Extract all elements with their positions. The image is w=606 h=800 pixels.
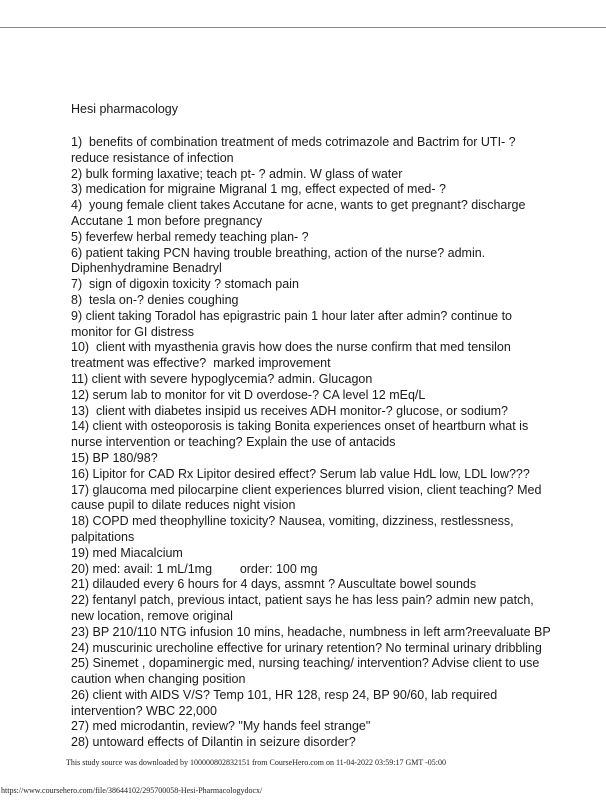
document-line: 15) BP 180/98?	[71, 450, 158, 465]
document-line: palpitations	[71, 529, 135, 544]
document-line: 21) dilauded every 6 hours for 4 days, assmnt ? Auscultate bowel sounds	[71, 577, 477, 592]
header-divider	[0, 27, 606, 28]
document-line: monitor for GI distress	[71, 324, 194, 339]
document-line: 22) fentanyl patch, previous intact, patient says he has less pain? admin new patch,	[71, 593, 534, 608]
document-line: 16) Lipitor for CAD Rx Lipitor desired effect? Serum lab value HdL low, LDL low???	[71, 466, 530, 481]
document-line: 8) tesla on-? denies coughing	[71, 292, 239, 307]
document-line: caution when changing position	[71, 672, 246, 687]
document-line: 28) untoward effects of Dilantin in seizure disorder?	[71, 735, 356, 750]
document-line: reduce resistance of infection	[71, 150, 234, 165]
document-line: 14) client with osteoporosis is taking Bonita experiences onset of heartburn what is	[71, 419, 529, 434]
document-line: 27) med microdantin, review? "My hands feel strange"	[71, 719, 371, 734]
document-line: 26) client with AIDS V/S? Temp 101, HR 128, resp 24, BP 90/60, lab required	[71, 687, 498, 702]
document-line: cause pupil to dilate reduces night vision	[71, 498, 296, 513]
document-line: 5) feverfew herbal remedy teaching plan- ?	[71, 229, 309, 244]
document-line: 23) BP 210/110 NTG infusion 10 mins, headache, numbness in left arm?reevaluate BP	[71, 624, 551, 639]
document-line: new location, remove original	[71, 608, 233, 623]
document-line: 18) COPD med theophylline toxicity? Nausea, vomiting, dizziness, restlessness,	[71, 514, 514, 529]
document-line: 3) medication for migraine Migranal 1 mg, effect expected of med- ?	[71, 182, 446, 197]
document-line: Diphenhydramine Benadryl	[71, 261, 222, 276]
document-line: nurse intervention or teaching? Explain the use of antacids	[71, 435, 396, 450]
document-line: 12) serum lab to monitor for vit D overdose-? CA level 12 mEq/L	[71, 387, 426, 402]
document-line: 13) client with diabetes insipid us receives ADH monitor-? glucose, or sodium?	[71, 403, 509, 418]
document-line: 19) med Miacalcium	[71, 545, 183, 560]
document-line: 20) med: avail: 1 mL/1mg order: 100 mg	[71, 561, 318, 576]
document-body	[71, 135, 601, 751]
document-line: 24) muscurinic urecholine effective for urinary retention? No terminal urinary dribbling	[71, 640, 542, 655]
document-line: 25) Sinemet , dopaminergic med, nursing teaching/ intervention? Advise client to use	[71, 656, 540, 671]
document-line: 6) patient taking PCN having trouble breathing, action of the nurse? admin.	[71, 245, 486, 260]
document-line: 4) young female client takes Accutane for acne, wants to get pregnant? discharge	[71, 198, 526, 213]
document-line: 9) client taking Toradol has epigrastric pain 1 hour later after admin? continue to	[71, 308, 512, 323]
document-line: Accutane 1 mon before pregnancy	[71, 213, 263, 228]
document-line: treatment was effective? marked improvement	[71, 356, 331, 371]
document-line: intervention? WBC 22,000	[71, 703, 217, 718]
document-line: 10) client with myasthenia gravis how does the nurse confirm that med tensilon	[71, 340, 511, 355]
download-notice: This study source was downloaded by 100000802832151 from CourseHero.com on 11-04-2022 03:59:17 GMT -05:00	[66, 758, 446, 767]
document-title: Hesi pharmacology	[71, 102, 178, 116]
document-line: 17) glaucoma med pilocarpine client experiences blurred vision, client teaching? Med	[71, 482, 542, 497]
source-url-link[interactable]: https://www.coursehero.com/file/38644102/295700058-Hesi-Pharmacologydocx/	[1, 786, 263, 795]
document-line: 1) benefits of combination treatment of meds cotrimazole and Bactrim for UTI- ?	[71, 135, 516, 149]
document-line: 7) sign of digoxin toxicity ? stomach pain	[71, 277, 299, 292]
document-line: 11) client with severe hypoglycemia? admin. Glucagon	[71, 371, 373, 386]
document-line: 2) bulk forming laxative; teach pt- ? admin. W glass of water	[71, 166, 403, 181]
